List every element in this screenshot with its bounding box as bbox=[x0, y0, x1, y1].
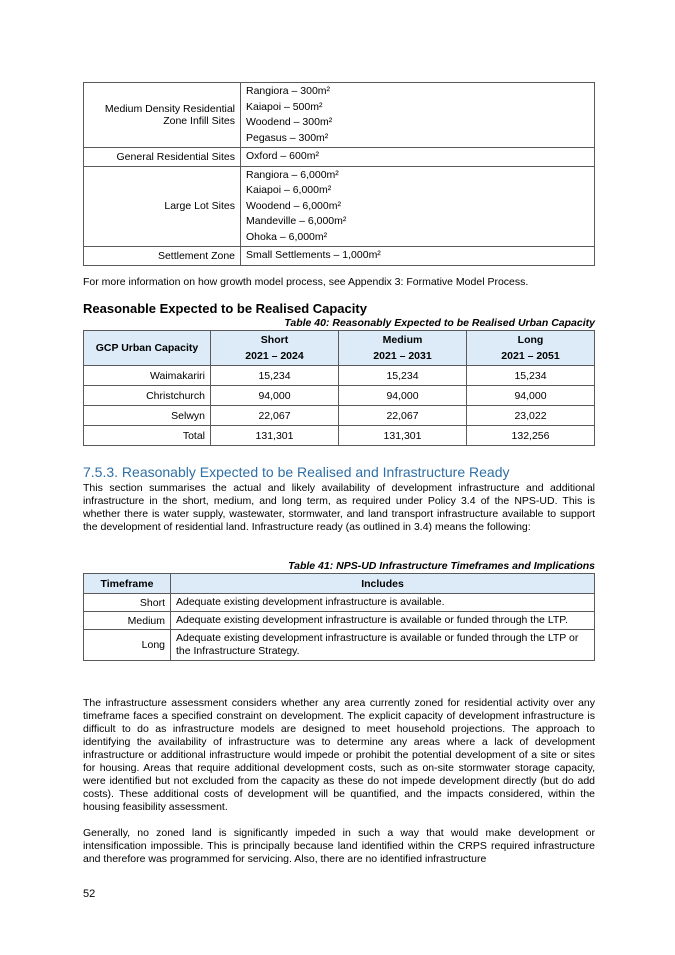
col-range: 2021 – 2031 bbox=[373, 350, 432, 362]
col-name: Medium bbox=[382, 334, 423, 346]
table41-caption: Table 41: NPS-UD Infrastructure Timeframes and Implications bbox=[288, 560, 595, 572]
col-range: 2021 – 2051 bbox=[501, 350, 560, 362]
table41-includes: Adequate existing development infrastructure is available or funded through the LTP or the Infrastructure Strategy. bbox=[171, 630, 595, 661]
table40-row bbox=[84, 406, 595, 426]
table40-row bbox=[84, 366, 595, 386]
reasonable-capacity-heading: Reasonable Expected to be Realised Capacity bbox=[83, 301, 367, 316]
site-size-value: Woodend – 300m² bbox=[246, 116, 333, 128]
table40-row bbox=[84, 426, 595, 446]
appendix-reference-paragraph: For more information on how growth model process, see Appendix 3: Formative Model Process. bbox=[83, 276, 529, 288]
generally-paragraph: Generally, no zoned land is significantly impeded in such a way that would make development or intensification impossible. This is principally because land identified within the CRPS required infrastructure and therefore was programmed for servicing. Also, there are no identified infrastructure bbox=[83, 827, 595, 865]
table41-includes: Adequate existing development infrastructure is available. bbox=[171, 594, 595, 612]
section-7-5-3-heading: 7.5.3. Reasonably Expected to be Realised and Infrastructure Ready bbox=[83, 464, 510, 480]
table40-header-label: GCP Urban Capacity bbox=[84, 331, 211, 366]
table40-col-medium bbox=[339, 331, 467, 366]
table40-cell: 94,000 bbox=[467, 386, 595, 406]
table41-timeframe: Long bbox=[84, 630, 171, 661]
col-name: Long bbox=[517, 334, 544, 346]
site-size-value: Pegasus – 300m² bbox=[246, 131, 329, 144]
table40-cell: 132,256 bbox=[467, 426, 595, 446]
site-size-row bbox=[84, 83, 595, 148]
site-size-value: Rangiora – 6,000m² bbox=[246, 168, 339, 181]
infrastructure-assessment-paragraph: The infrastructure assessment considers whether any area currently zoned for residential activity over any timeframe faces a specified constraint on development. The explicit capacity of development infrastructure is difficult to do as infrastructure models are designed to meet household projections. The approach to identifying the availability of infrastructure was to determine any areas where a lack of development infrastructure or additional infrastructure would impede or prohibit the potential development of a site or sites for housing. Areas that require additional development costs, such as on-site stormwater storage capacity, were identified but not excluded from the capacity as these do not impede development directly (but do add costs). These additional costs of development will be quantified, and the impacts considered, within the housing feasibility assessment. bbox=[83, 697, 595, 813]
table41-header-timeframe: Timeframe bbox=[84, 574, 171, 594]
table41-row bbox=[84, 594, 595, 612]
site-size-value: Kaiapoi – 6,000m² bbox=[246, 184, 332, 196]
table40-row bbox=[84, 386, 595, 406]
table40-header-row bbox=[84, 331, 595, 366]
table40-row-label: Waimakariri bbox=[84, 366, 211, 386]
table41-row bbox=[84, 612, 595, 630]
table40-row-label: Christchurch bbox=[84, 386, 211, 406]
col-name: Short bbox=[260, 334, 289, 346]
table41-row bbox=[84, 630, 595, 661]
site-size-value: Ohoka – 6,000m² bbox=[246, 230, 328, 243]
page-number: 52 bbox=[83, 888, 96, 900]
table40-cell: 15,234 bbox=[339, 366, 467, 386]
site-size-values bbox=[241, 166, 595, 247]
site-size-values bbox=[241, 83, 595, 148]
table40-row-label: Selwyn bbox=[84, 406, 211, 426]
site-size-value: Mandeville – 6,000m² bbox=[246, 215, 347, 227]
table40-caption: Table 40: Reasonably Expected to be Realised Urban Capacity bbox=[284, 317, 595, 329]
col-range: 2021 – 2024 bbox=[245, 350, 304, 362]
site-size-row bbox=[84, 166, 595, 247]
table40-cell: 23,022 bbox=[467, 406, 595, 426]
table41-timeframe: Medium bbox=[84, 612, 171, 630]
table40-urban-capacity bbox=[83, 330, 595, 446]
table40-cell: 15,234 bbox=[211, 366, 339, 386]
table40-cell: 22,067 bbox=[211, 406, 339, 426]
table40-cell: 22,067 bbox=[339, 406, 467, 426]
table41-header-includes: Includes bbox=[171, 574, 595, 594]
table40-cell: 94,000 bbox=[211, 386, 339, 406]
table40-col-short bbox=[211, 331, 339, 366]
site-size-values bbox=[241, 247, 595, 266]
table41-header-row bbox=[84, 574, 595, 594]
site-size-value: Rangiora – 300m² bbox=[246, 85, 331, 97]
table40-cell: 15,234 bbox=[467, 366, 595, 386]
site-type-label: General Residential Sites bbox=[84, 148, 241, 167]
site-type-label: Settlement Zone bbox=[84, 247, 241, 266]
table40-row-label: Total bbox=[84, 426, 211, 446]
site-size-value: Oxford – 600m² bbox=[246, 150, 319, 162]
site-size-row bbox=[84, 148, 595, 167]
site-size-row bbox=[84, 247, 595, 266]
minimum-site-size-table bbox=[83, 82, 595, 266]
site-size-value: Woodend – 6,000m² bbox=[246, 199, 341, 212]
section-intro-paragraph: This section summarises the actual and likely availability of development infrastructure and additional infrastructure in the short, medium, and long term, as required under Policy 3.4 of the NPS-UD. This is whether there is water supply, wastewater, stormwater, and land transport infrastructure available to support the development of residential land. Infrastructure ready (as outlined in 3.4) means the following: bbox=[83, 482, 595, 533]
table40-cell: 94,000 bbox=[339, 386, 467, 406]
site-size-value: Small Settlements – 1,000m² bbox=[246, 249, 381, 261]
table41-includes: Adequate existing development infrastructure is available or funded through the LTP. bbox=[171, 612, 595, 630]
table41-timeframe: Short bbox=[84, 594, 171, 612]
table41-infrastructure-timeframes bbox=[83, 573, 595, 661]
table40-col-long bbox=[467, 331, 595, 366]
site-size-values bbox=[241, 148, 595, 167]
site-type-label: Medium Density Residential Zone Infill Sites bbox=[84, 83, 241, 148]
site-type-label: Large Lot Sites bbox=[84, 166, 241, 247]
table40-cell: 131,301 bbox=[211, 426, 339, 446]
site-size-value: Kaiapoi – 500m² bbox=[246, 100, 323, 113]
table40-cell: 131,301 bbox=[339, 426, 467, 446]
